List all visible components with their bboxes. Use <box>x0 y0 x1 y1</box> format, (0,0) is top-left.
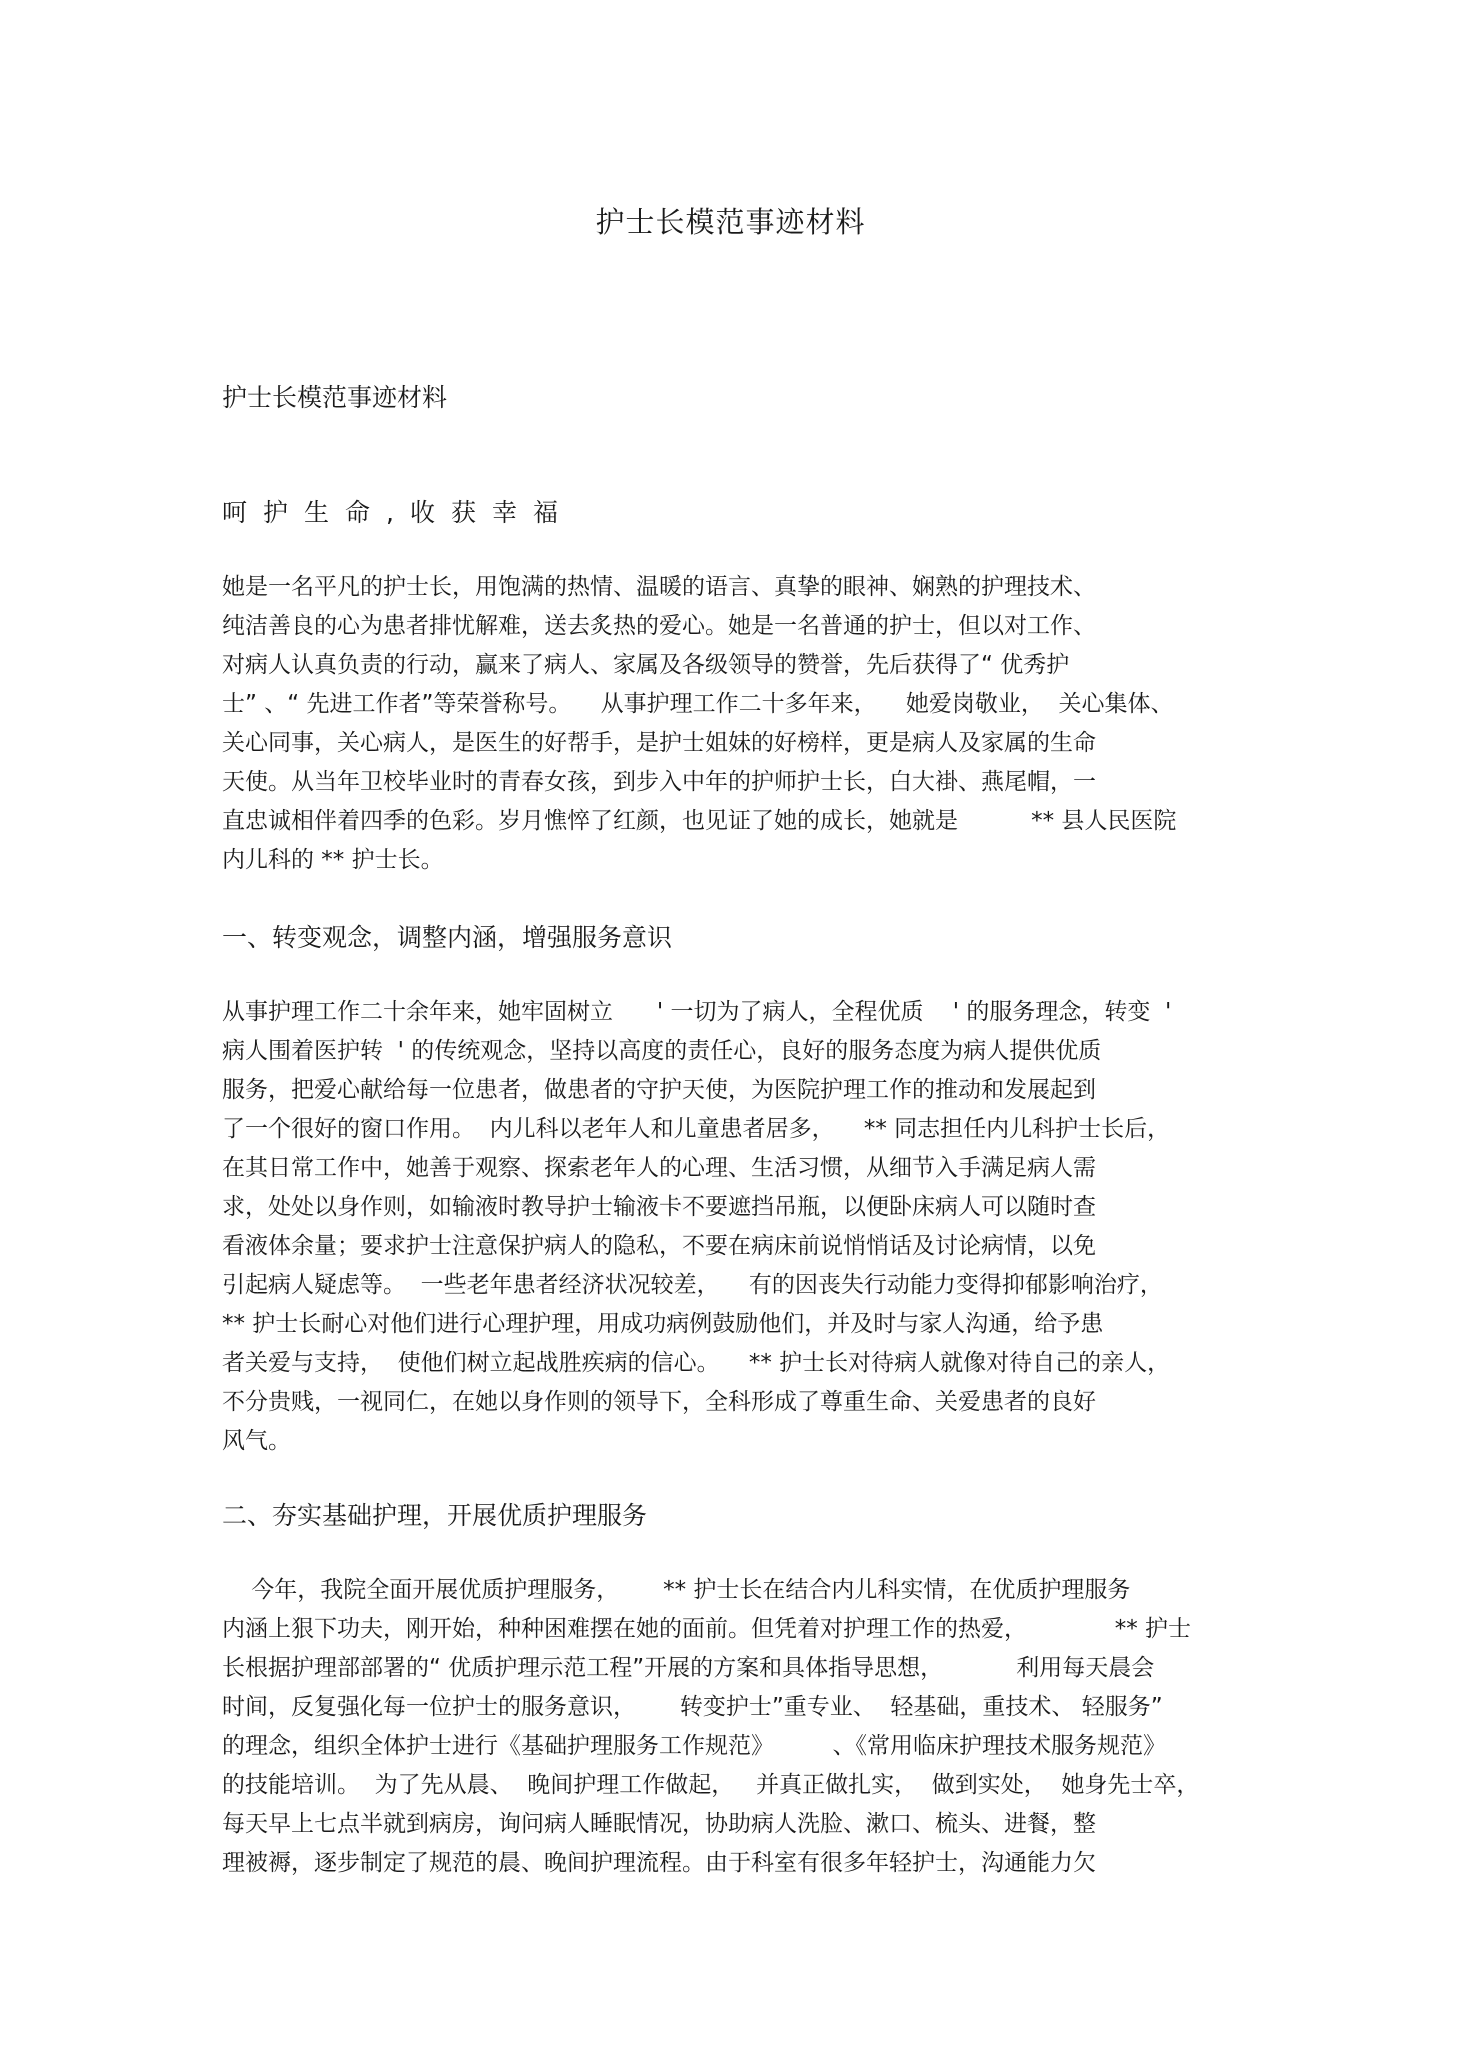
document-title: 护士长模范事迹材料 <box>595 205 866 239</box>
paragraph-line: 不分贵贱，一视同仁，在她以身作则的领导下，全科形成了尊重生命、关爱患者的良好 <box>222 1389 1096 1415</box>
paragraph-line: 了一个很好的窗口作用。 内儿科以老年人和儿童患者居多， ** 同志担任内儿科护士长后， <box>222 1116 1171 1142</box>
paragraph-line: 的理念，组织全体护士进行《基础护理服务工作规范》 、《常用临床护理技术服务规范》 <box>222 1733 1166 1759</box>
intro-paragraph <box>222 568 1262 880</box>
paragraph-line: 服务，把爱心献给每一位患者，做患者的守护天使，为医院护理工作的推动和发展起到 <box>222 1077 1096 1103</box>
motto-heading: 呵护生命,收获幸福 <box>222 498 574 527</box>
paragraph-line: 求，处处以身作则，如输液时教导护士输液卡不要遮挡吊瓶，以便卧床病人可以随时查 <box>222 1194 1096 1220</box>
paragraph-line: 今年，我院全面开展优质护理服务， ** 护士长在结合内儿科实情，在优质护理服务 <box>222 1577 1131 1603</box>
paragraph-line: 病人围着医护转 ' 的传统观念，坚持以高度的责任心，良好的服务态度为病人提供优质 <box>222 1038 1102 1064</box>
paragraph-line: 内涵上狠下功夫，刚开始，种种困难摆在她的面前。但凭着对护理工作的热爱， ** 护士 <box>222 1616 1192 1642</box>
section-2-paragraph <box>222 1571 1262 1883</box>
paragraph-line: 时间，反复强化每一位护士的服务意识， 转变护士”重专业、 轻基础，重技术、 轻服务” <box>222 1694 1163 1720</box>
section-1-paragraph <box>222 993 1262 1461</box>
paragraph-line: 她是一名平凡的护士长，用饱满的热情、温暖的语言、真挚的眼神、娴熟的护理技术、 <box>222 574 1096 600</box>
paragraph-line: 天使。从当年卫校毕业时的青春女孩，到步入中年的护师护士长，白大褂、燕尾帽，一 <box>222 769 1096 795</box>
paragraph-line: 士” 、“ 先进工作者”等荣誉称号。 从事护理工作二十多年来， 她爱岗敬业， 关心集体、 <box>222 691 1174 717</box>
paragraph-line: 每天早上七点半就到病房，询问病人睡眠情况，协助病人洗脸、漱口、梳头、进餐，整 <box>222 1811 1096 1837</box>
paragraph-line: 者关爱与支持， 使他们树立起战胜疾病的信心。 ** 护士长对待病人就像对待自己的亲人， <box>222 1350 1171 1376</box>
paragraph-line: 对病人认真负责的行动，赢来了病人、家属及各级领导的赞誉，先后获得了“ 优秀护 <box>222 652 1070 678</box>
paragraph-line: 的技能培训。 为了先从晨、 晚间护理工作做起， 并真正做扎实， 做到实处， 她身先士卒， <box>222 1772 1200 1798</box>
paragraph-line: 长根据护理部部署的“ 优质护理示范工程”开展的方案和具体指导思想， 利用每天晨会 <box>222 1655 1155 1681</box>
document-subtitle: 护士长模范事迹材料 <box>222 383 448 412</box>
paragraph-line: 看液体余量；要求护士注意保护病人的隐私，不要在病床前说悄悄话及讨论病情，以免 <box>222 1233 1096 1259</box>
section-2-heading: 二、夯实基础护理，开展优质护理服务 <box>222 1501 648 1530</box>
paragraph-line: 引起病人疑虑等。 一些老年患者经济状况较差， 有的因丧失行动能力变得抑郁影响治疗， <box>222 1272 1163 1298</box>
paragraph-line: 风气。 <box>222 1428 291 1454</box>
paragraph-line: 关心同事，关心病人，是医生的好帮手，是护士姐妹的好榜样，更是病人及家属的生命 <box>222 730 1096 756</box>
paragraph-line: 从事护理工作二十余年来，她牢固树立 ' 一切为了病人，全程优质 ' 的服务理念，转变 ' <box>222 999 1172 1025</box>
paragraph-line: 内儿科的 ** 护士长。 <box>222 847 444 873</box>
paragraph-line: 在其日常工作中，她善于观察、探索老年人的心理、生活习惯，从细节入手满足病人需 <box>222 1155 1096 1181</box>
paragraph-line: ** 护士长耐心对他们进行心理护理，用成功病例鼓励他们，并及时与家人沟通，给予患 <box>222 1311 1104 1337</box>
paragraph-line: 直忠诚相伴着四季的色彩。岁月憔悴了红颜，也见证了她的成长，她就是 ** 县人民医院 <box>222 808 1177 834</box>
paragraph-line: 理被褥，逐步制定了规范的晨、晚间护理流程。由于科室有很多年轻护士，沟通能力欠 <box>222 1850 1096 1876</box>
paragraph-line: 纯洁善良的心为患者排忧解难，送去炙热的爱心。她是一名普通的护士，但以对工作、 <box>222 613 1096 639</box>
section-1-heading: 一、转变观念，调整内涵，增强服务意识 <box>222 923 673 952</box>
